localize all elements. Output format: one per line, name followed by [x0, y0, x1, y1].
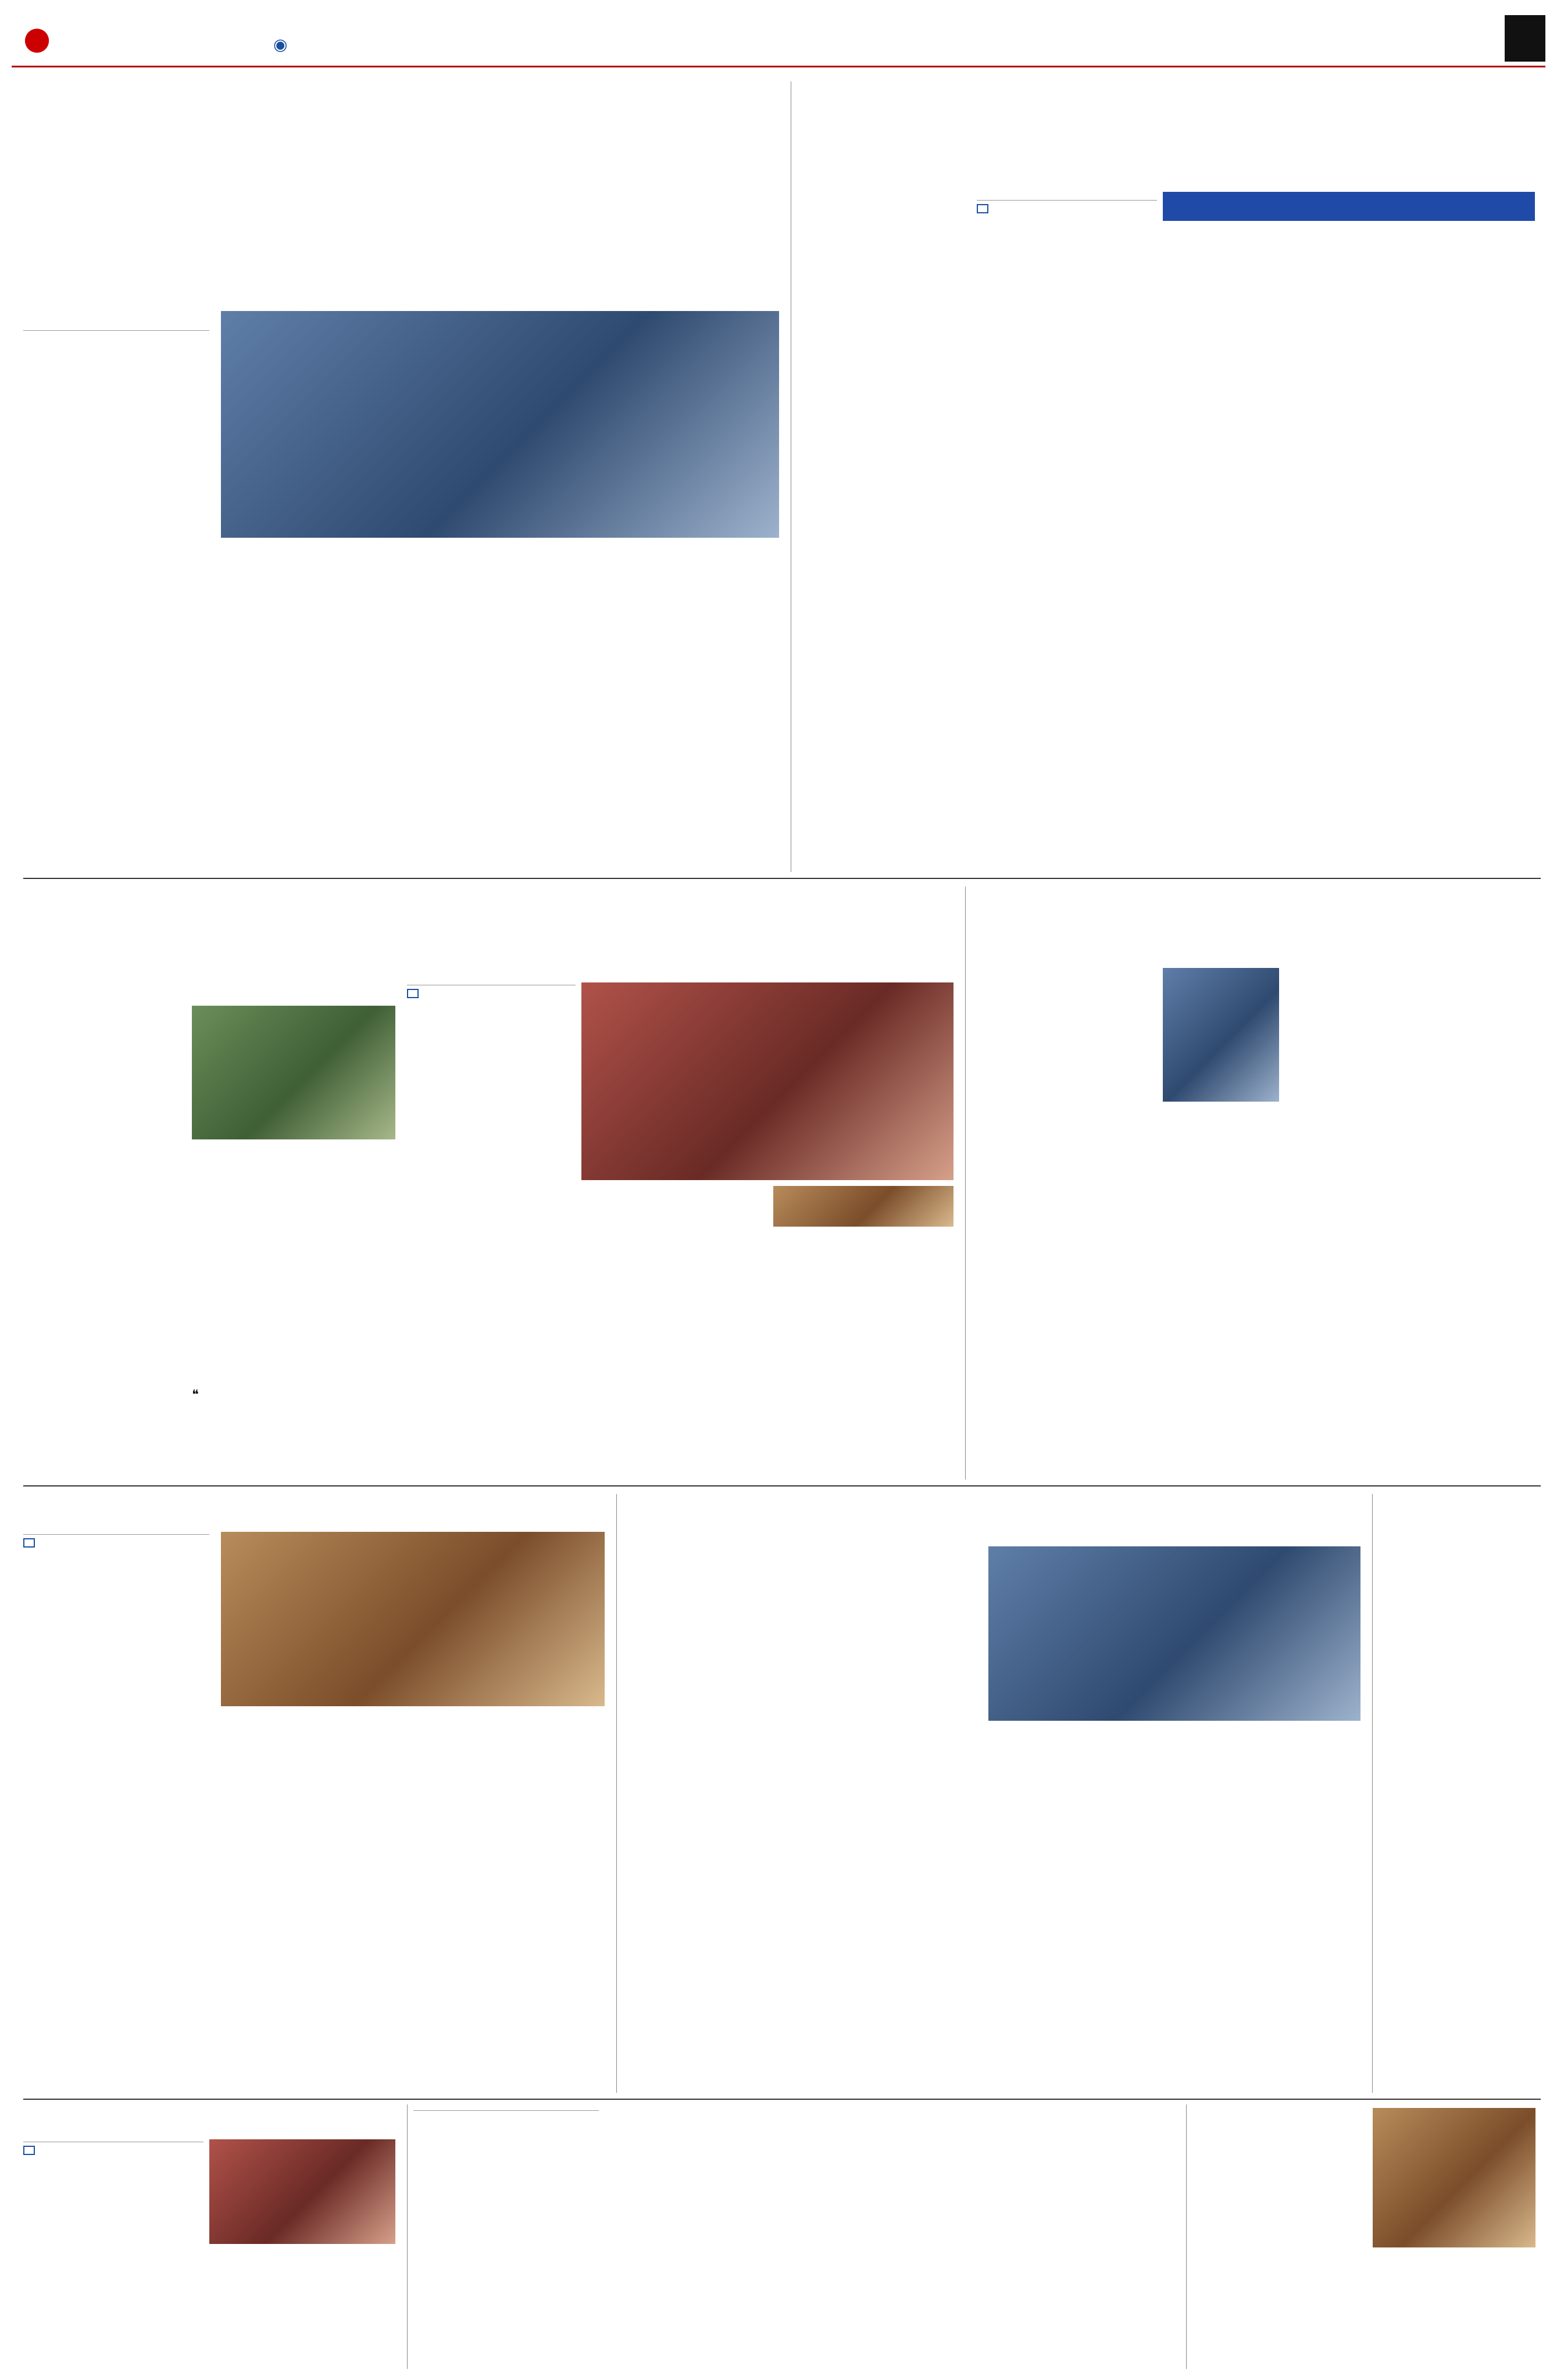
mail-icon — [407, 989, 419, 998]
hindu-inset-photo — [773, 1186, 954, 1227]
hindu-sammelan-photo — [581, 982, 954, 1180]
matar-email[interactable] — [23, 2142, 203, 2156]
army-body-cols — [988, 1727, 1360, 2093]
matar-body-col1 — [23, 2183, 203, 2369]
panchayat-body-col1 — [23, 1575, 209, 2093]
nh46-email[interactable] — [977, 201, 1157, 215]
masthead — [12, 12, 1545, 67]
quote-icon: ❝ — [192, 1388, 199, 1402]
army-headline-block — [802, 1494, 1360, 1541]
lead-body-cols — [221, 544, 779, 869]
panchayat-headline-block — [23, 1494, 605, 1529]
page-number — [1505, 15, 1545, 62]
mister-body — [1192, 2108, 1367, 2306]
lead-byline — [23, 311, 209, 331]
hindu-body-cols — [581, 1232, 954, 1477]
satyapan-story — [407, 2104, 599, 2369]
mail-icon — [23, 1538, 35, 1548]
globe-icon: ◉ — [273, 35, 288, 54]
science-story — [965, 887, 1151, 1480]
koli-story — [616, 1494, 791, 2093]
lead-body-col1 — [23, 352, 209, 869]
forest-body-col1 — [23, 1006, 186, 1471]
hindu-body-col1 — [407, 1029, 576, 1477]
army-body-col1 — [802, 1546, 983, 2093]
pmawas-headline-block — [610, 2104, 1174, 2168]
nh46-body-col1 — [977, 256, 1157, 872]
forest-quote-text — [192, 1386, 395, 1404]
section-divider — [23, 2099, 1541, 2100]
newspaper-logo[interactable]: ● — [23, 20, 51, 56]
nh46-sidebar — [1355, 366, 1541, 872]
nh46-subhead — [1163, 192, 1535, 221]
hindu-byline-block — [407, 982, 576, 1023]
panchayat-email[interactable] — [23, 1535, 209, 1549]
satyapan-byline — [413, 2108, 599, 2111]
forest-body-col2 — [192, 1145, 395, 1384]
matar-victim-photo — [209, 2139, 395, 2244]
matar-body-col2 — [209, 2250, 395, 2369]
nh46-byline-block — [977, 198, 1157, 250]
matar-byline-block — [23, 2139, 203, 2180]
army-ceremony-photo — [988, 1546, 1360, 1721]
mail-icon — [977, 204, 988, 213]
nh46-intro — [1163, 227, 1535, 360]
cii-story — [1372, 1494, 1541, 2093]
rss-body-top — [1285, 968, 1541, 1102]
rss-headline-block — [1163, 887, 1541, 962]
lead-headline-block — [23, 76, 773, 326]
hindu-photo-caption — [581, 1183, 767, 1230]
pmawas-body — [610, 2171, 983, 2369]
rss-body-cols — [1163, 1107, 1541, 1480]
hindu-headline-block — [407, 887, 954, 980]
pmawas-sub — [988, 2171, 1174, 2369]
mail-icon — [23, 2146, 35, 2155]
section-divider — [23, 1485, 1541, 1486]
forest-quote — [192, 1386, 395, 1480]
panchayat-body-cols — [221, 1712, 605, 2093]
mister-winner-photo — [1373, 2108, 1535, 2247]
section-divider — [23, 878, 1541, 879]
surgery-photo — [221, 311, 779, 538]
forest-building-photo — [192, 1006, 395, 1139]
nh46-headline-block — [977, 81, 1541, 198]
panchayat-meeting-photo — [221, 1532, 605, 1706]
matar-headline-block — [23, 2104, 395, 2139]
panchayat-byline-block — [23, 1532, 209, 1573]
website-link[interactable] — [273, 35, 287, 54]
theft-story — [791, 81, 965, 872]
nh46-body-col2 — [1163, 366, 1343, 872]
lead-mobile — [23, 331, 209, 348]
hindu-email[interactable] — [407, 985, 576, 999]
mister-story — [1186, 2104, 1541, 2369]
rss-speaker-photo — [1163, 968, 1279, 1102]
